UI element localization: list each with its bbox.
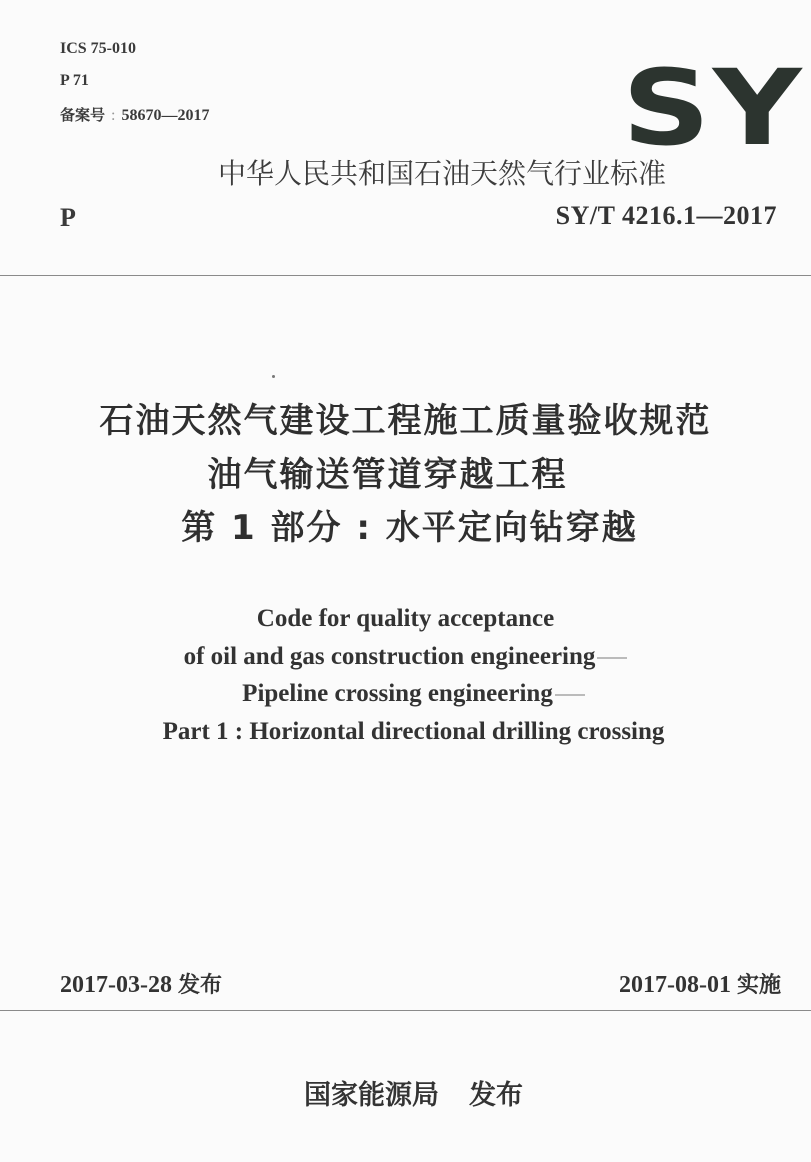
issue-date: 2017-03-28 bbox=[60, 972, 172, 998]
title-en-line1: Code for quality acceptance bbox=[256, 605, 555, 632]
title-en-line2-text: of oil and gas construction engineering bbox=[183, 643, 596, 670]
implement-date: 2017-08-01 bbox=[619, 972, 731, 998]
title-cn-line1: 石油天然气建设工程施工质量验收规范 bbox=[99, 401, 712, 441]
issue-date-line bbox=[60, 968, 222, 999]
scan-speck bbox=[272, 375, 275, 378]
sy-logo: SY bbox=[622, 47, 804, 169]
title-cn-line3: 第 1 部分 : 水平定向钻穿越 bbox=[181, 508, 638, 548]
dash-tail bbox=[555, 694, 585, 696]
classification-code: P 71 bbox=[60, 72, 89, 89]
record-separator: : bbox=[111, 107, 116, 124]
title-en-line2 bbox=[0, 643, 811, 671]
record-number: 58670—2017 bbox=[121, 107, 210, 124]
category-letter: P bbox=[60, 203, 76, 232]
title-en-line4: Part 1 : Horizontal directional drilling crossing bbox=[162, 718, 665, 745]
standard-number: SY/T 4216.1—2017 bbox=[555, 201, 777, 230]
publish-label: 发布 bbox=[469, 1080, 523, 1111]
bottom-divider bbox=[0, 1010, 811, 1011]
implement-date-line bbox=[619, 968, 781, 999]
publisher-line bbox=[0, 1073, 811, 1112]
record-label: 备案号 bbox=[60, 106, 106, 124]
standard-title: 中华人民共和国石油天然气行业标准 bbox=[218, 157, 667, 190]
issue-label: 发布 bbox=[177, 973, 222, 998]
title-en-line3 bbox=[8, 680, 811, 708]
dash-tail bbox=[597, 657, 627, 659]
ics-code: ICS 75-010 bbox=[60, 40, 137, 57]
publisher-name: 国家能源局 bbox=[304, 1080, 439, 1111]
title-en-line3-text: Pipeline crossing engineering bbox=[242, 680, 553, 707]
title-cn-line2: 油气输送管道穿越工程 bbox=[207, 455, 568, 495]
top-divider bbox=[0, 275, 811, 276]
implement-label: 实施 bbox=[736, 973, 781, 998]
record-number-line bbox=[60, 104, 209, 125]
